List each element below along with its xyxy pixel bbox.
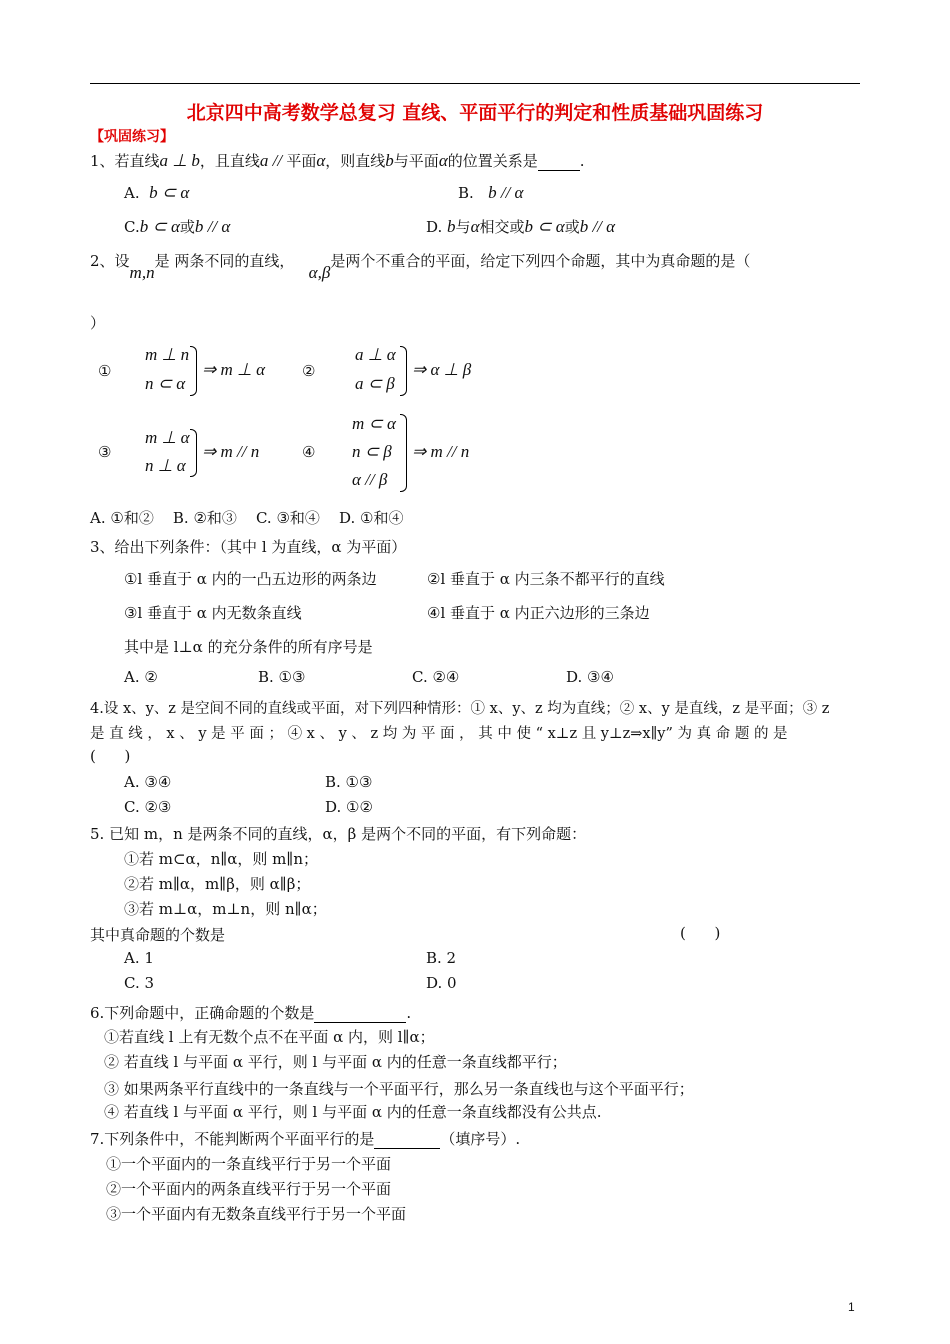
prop-3-premise-2: n ⊥ α <box>145 456 186 475</box>
q4-option-d: D. ①② <box>325 798 373 816</box>
q5-option-b: B. 2 <box>426 949 457 967</box>
prop-1-conclusion: ⇒ m ⊥ α <box>202 360 266 379</box>
answer-blank <box>314 1004 406 1023</box>
question-4-line-1: 4.设 x、y、z 是空间不同的直线或平面，对下列四种情形：① x、y、z 均为直线；② x、y 是直线，z 是平面；③ z <box>90 701 830 717</box>
prop-1-premise-1: m ⊥ n <box>145 345 190 364</box>
prop-2-premise-2: a ⊂ β <box>355 374 395 393</box>
question-7-stem: 7.下列条件中，不能判断两个平面平行的是 （填序号）. <box>90 1130 521 1148</box>
prop-1-number: ① <box>98 362 112 380</box>
prop-3-premise-1: m ⊥ α <box>145 428 190 447</box>
q3-option-c: C. ②④ <box>412 668 460 686</box>
q3-question: 其中是 l⊥α 的充分条件的所有序号是 <box>124 638 373 656</box>
q3-condition-3: ③l 垂直于 α 内无数条直线 <box>124 604 302 622</box>
prop-3-conclusion: ⇒ m // n <box>202 442 260 461</box>
q5-claim-1: ①若 m⊂α，n∥α，则 m∥n； <box>124 850 318 868</box>
prop-1-brace <box>190 346 197 396</box>
prop-1-premise-2: n ⊂ α <box>145 374 186 393</box>
q6-claim-4: ④ 若直线 l 与平面 α 平行，则 l 与平面 α 内的任意一条直线都没有公共点. <box>104 1103 602 1121</box>
q3-condition-1: ①l 垂直于 α 内的一凸五边形的两条边 <box>124 570 377 588</box>
question-5-stem: 5. 已知 m，n 是两条不同的直线，α，β 是两个不同的平面，有下列命题： <box>90 825 587 843</box>
q1-option-c: C.b ⊂ α或b // α <box>124 217 231 236</box>
q5-option-d: D. 0 <box>426 974 457 992</box>
prop-4-number: ④ <box>302 443 316 461</box>
prop-3-number: ③ <box>98 443 112 461</box>
q4-option-a: A. ③④ <box>124 773 172 791</box>
q5-paren: ( ) <box>680 924 721 942</box>
question-4-paren: ( ) <box>90 747 131 765</box>
q5-claim-2: ②若 m∥α，m∥β，则 α∥β； <box>124 875 311 893</box>
q7-condition-3: ③一个平面内有无数条直线平行于另一个平面 <box>106 1205 407 1223</box>
prop-4-brace <box>400 414 407 492</box>
question-2-close-paren: ） <box>90 314 106 332</box>
prop-4-premise-2: n ⊂ β <box>352 442 392 461</box>
prop-2-premise-1: a ⊥ α <box>355 345 396 364</box>
prop-4-premise-1: m ⊂ α <box>352 414 396 433</box>
prop-3-brace <box>190 429 197 477</box>
q6-claim-3: ③ 如果两条平行直线中的一条直线与一个平面平行，那么另一条直线也与这个平面平行； <box>104 1080 694 1098</box>
question-2-stem: 2、设m,n是 两条不同的直线， α,β是两个不重合的平面，给定下列四个命题，其中为真命题的是（ <box>90 252 751 282</box>
question-3-stem: 3、给出下列条件：（其中 l 为直线，α 为平面） <box>90 538 407 556</box>
q3-condition-4: ④l 垂直于 α 内正六边形的三条边 <box>427 604 650 622</box>
answer-blank <box>538 152 580 171</box>
q3-option-b: B. ①③ <box>258 668 306 686</box>
q6-claim-2: ② 若直线 l 与平面 α 平行，则 l 与平面 α 内的任意一条直线都平行； <box>104 1053 567 1071</box>
prop-4-conclusion: ⇒ m // n <box>412 442 470 461</box>
q5-option-a: A. 1 <box>124 949 154 967</box>
q4-option-c: C. ②③ <box>124 798 172 816</box>
q1-option-a: A. b ⊂ α <box>124 183 190 202</box>
q5-claim-3: ③若 m⊥α，m⊥n，则 n∥α； <box>124 900 327 918</box>
q3-condition-2: ②l 垂直于 α 内三条不都平行的直线 <box>427 570 665 588</box>
question-6-stem: 6.下列命题中，正确命题的个数是 . <box>90 1004 412 1022</box>
q7-condition-2: ②一个平面内的两条直线平行于另一个平面 <box>106 1180 392 1198</box>
prop-4-premise-3: α // β <box>352 470 388 489</box>
section-label: 【巩固练习】 <box>90 129 174 145</box>
q5-option-c: C. 3 <box>124 974 155 992</box>
question-1-stem: 1、若直线a ⊥ b，且直线a // 平面α，则直线b与平面α的位置关系是 . <box>90 151 585 170</box>
q3-option-d: D. ③④ <box>566 668 614 686</box>
q1-option-d: D. b与α相交或b ⊂ α或b // α <box>426 217 616 236</box>
q7-condition-1: ①一个平面内的一条直线平行于另一个平面 <box>106 1155 392 1173</box>
page-title: 北京四中高考数学总复习 直线、平面平行的判定和性质基础巩固练习 <box>186 102 764 124</box>
page-number: 1 <box>848 1300 855 1314</box>
q3-option-a: A. ② <box>124 668 158 686</box>
q2-options: A. ①和② B. ②和③ C. ③和④ D. ①和④ <box>90 509 404 527</box>
prop-2-number: ② <box>302 362 316 380</box>
header-rule <box>90 83 860 84</box>
prop-2-conclusion: ⇒ α ⊥ β <box>412 360 472 379</box>
question-4-line-2: 是 直 线 ， x 、 y 是 平 面 ； ④ x 、 y 、 z 均 为 平 面 ， 其 中 使 “ x⊥z 且 y⊥z⇒x∥y” 为 真 命 题 的 是 <box>90 726 788 742</box>
q4-option-b: B. ①③ <box>325 773 373 791</box>
prop-2-brace <box>400 346 407 396</box>
answer-blank <box>374 1130 440 1149</box>
q5-question: 其中真命题的个数是 <box>90 926 226 944</box>
q1-option-b: B. b // α <box>458 183 524 202</box>
q6-claim-1: ①若直线 l 上有无数个点不在平面 α 内，则 l∥α； <box>104 1028 435 1046</box>
